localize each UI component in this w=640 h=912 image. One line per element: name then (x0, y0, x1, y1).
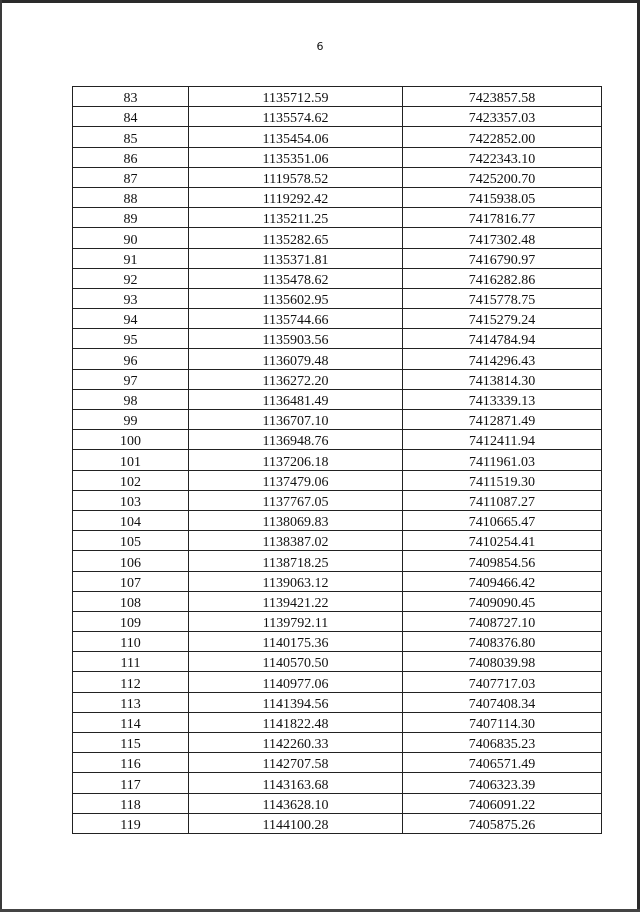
y-coordinate-cell: 7406323.39 (403, 773, 602, 793)
y-coordinate-cell: 7415778.75 (403, 288, 602, 308)
x-coordinate-cell: 1141822.48 (189, 712, 403, 732)
y-coordinate-cell: 7425200.70 (403, 167, 602, 187)
y-coordinate-cell: 7407408.34 (403, 692, 602, 712)
point-number-cell: 94 (73, 309, 189, 329)
y-coordinate-cell: 7415938.05 (403, 187, 602, 207)
table-row (73, 813, 602, 833)
y-coordinate-cell: 7412411.94 (403, 430, 602, 450)
table-row (73, 733, 602, 753)
y-coordinate-cell: 7413814.30 (403, 369, 602, 389)
point-number-cell: 113 (73, 692, 189, 712)
point-number-cell: 90 (73, 228, 189, 248)
table-row (73, 531, 602, 551)
table-row (73, 369, 602, 389)
table-row (73, 450, 602, 470)
point-number-cell: 103 (73, 490, 189, 510)
x-coordinate-cell: 1119578.52 (189, 167, 403, 187)
y-coordinate-cell: 7423857.58 (403, 87, 602, 107)
table-row (73, 268, 602, 288)
y-coordinate-cell: 7422343.10 (403, 147, 602, 167)
y-coordinate-cell: 7422852.00 (403, 127, 602, 147)
page-number: 6 (316, 40, 324, 53)
x-coordinate-cell: 1138069.83 (189, 510, 403, 530)
table-row (73, 410, 602, 430)
y-coordinate-cell: 7416282.86 (403, 268, 602, 288)
point-number-cell: 110 (73, 632, 189, 652)
x-coordinate-cell: 1119292.42 (189, 187, 403, 207)
x-coordinate-cell: 1136948.76 (189, 430, 403, 450)
x-coordinate-cell: 1143163.68 (189, 773, 403, 793)
y-coordinate-cell: 7407114.30 (403, 712, 602, 732)
table-row (73, 470, 602, 490)
point-number-cell: 109 (73, 611, 189, 631)
table-row (73, 551, 602, 571)
y-coordinate-cell: 7406091.22 (403, 793, 602, 813)
point-number-cell: 104 (73, 510, 189, 530)
x-coordinate-cell: 1139792.11 (189, 611, 403, 631)
point-number-cell: 83 (73, 87, 189, 107)
point-number-cell: 93 (73, 288, 189, 308)
y-coordinate-cell: 7417302.48 (403, 228, 602, 248)
x-coordinate-cell: 1140570.50 (189, 652, 403, 672)
x-coordinate-cell: 1143628.10 (189, 793, 403, 813)
x-coordinate-cell: 1135211.25 (189, 208, 403, 228)
coordinates-table (72, 86, 602, 834)
scan-edge-left (0, 0, 2, 912)
y-coordinate-cell: 7412871.49 (403, 410, 602, 430)
x-coordinate-cell: 1135574.62 (189, 107, 403, 127)
y-coordinate-cell: 7423357.03 (403, 107, 602, 127)
point-number-cell: 101 (73, 450, 189, 470)
x-coordinate-cell: 1135744.66 (189, 309, 403, 329)
x-coordinate-cell: 1139421.22 (189, 591, 403, 611)
table-row (73, 712, 602, 732)
point-number-cell: 112 (73, 672, 189, 692)
table-row (73, 430, 602, 450)
coordinates-table-body (73, 87, 602, 834)
point-number-cell: 89 (73, 208, 189, 228)
point-number-cell: 119 (73, 813, 189, 833)
table-row (73, 208, 602, 228)
x-coordinate-cell: 1135371.81 (189, 248, 403, 268)
point-number-cell: 87 (73, 167, 189, 187)
x-coordinate-cell: 1136272.20 (189, 369, 403, 389)
table-row (73, 652, 602, 672)
x-coordinate-cell: 1137767.05 (189, 490, 403, 510)
table-row (73, 773, 602, 793)
y-coordinate-cell: 7417816.77 (403, 208, 602, 228)
y-coordinate-cell: 7411519.30 (403, 470, 602, 490)
point-number-cell: 91 (73, 248, 189, 268)
table-row (73, 632, 602, 652)
y-coordinate-cell: 7416790.97 (403, 248, 602, 268)
y-coordinate-cell: 7408727.10 (403, 611, 602, 631)
table-row (73, 288, 602, 308)
scan-edge-top (0, 0, 640, 3)
table-row (73, 349, 602, 369)
y-coordinate-cell: 7405875.26 (403, 813, 602, 833)
point-number-cell: 95 (73, 329, 189, 349)
x-coordinate-cell: 1135903.56 (189, 329, 403, 349)
table-row (73, 672, 602, 692)
point-number-cell: 86 (73, 147, 189, 167)
point-number-cell: 102 (73, 470, 189, 490)
table-row (73, 389, 602, 409)
x-coordinate-cell: 1135351.06 (189, 147, 403, 167)
y-coordinate-cell: 7409090.45 (403, 591, 602, 611)
x-coordinate-cell: 1139063.12 (189, 571, 403, 591)
x-coordinate-cell: 1136707.10 (189, 410, 403, 430)
y-coordinate-cell: 7415279.24 (403, 309, 602, 329)
table-row (73, 611, 602, 631)
point-number-cell: 88 (73, 187, 189, 207)
x-coordinate-cell: 1135478.62 (189, 268, 403, 288)
point-number-cell: 118 (73, 793, 189, 813)
table-row (73, 87, 602, 107)
table-row (73, 793, 602, 813)
x-coordinate-cell: 1138718.25 (189, 551, 403, 571)
table-row (73, 490, 602, 510)
table-row (73, 187, 602, 207)
point-number-cell: 99 (73, 410, 189, 430)
x-coordinate-cell: 1140175.36 (189, 632, 403, 652)
point-number-cell: 92 (73, 268, 189, 288)
x-coordinate-cell: 1136079.48 (189, 349, 403, 369)
x-coordinate-cell: 1135712.59 (189, 87, 403, 107)
y-coordinate-cell: 7414784.94 (403, 329, 602, 349)
x-coordinate-cell: 1142260.33 (189, 733, 403, 753)
y-coordinate-cell: 7408376.80 (403, 632, 602, 652)
point-number-cell: 96 (73, 349, 189, 369)
point-number-cell: 114 (73, 712, 189, 732)
y-coordinate-cell: 7410665.47 (403, 510, 602, 530)
point-number-cell: 98 (73, 389, 189, 409)
point-number-cell: 106 (73, 551, 189, 571)
point-number-cell: 117 (73, 773, 189, 793)
y-coordinate-cell: 7413339.13 (403, 389, 602, 409)
x-coordinate-cell: 1138387.02 (189, 531, 403, 551)
table-row (73, 510, 602, 530)
x-coordinate-cell: 1136481.49 (189, 389, 403, 409)
y-coordinate-cell: 7409466.42 (403, 571, 602, 591)
point-number-cell: 107 (73, 571, 189, 591)
point-number-cell: 111 (73, 652, 189, 672)
point-number-cell: 115 (73, 733, 189, 753)
y-coordinate-cell: 7409854.56 (403, 551, 602, 571)
point-number-cell: 97 (73, 369, 189, 389)
point-number-cell: 105 (73, 531, 189, 551)
x-coordinate-cell: 1144100.28 (189, 813, 403, 833)
point-number-cell: 85 (73, 127, 189, 147)
x-coordinate-cell: 1135454.06 (189, 127, 403, 147)
table-row (73, 167, 602, 187)
x-coordinate-cell: 1135602.95 (189, 288, 403, 308)
table-row (73, 571, 602, 591)
point-number-cell: 108 (73, 591, 189, 611)
point-number-cell: 84 (73, 107, 189, 127)
table-row (73, 248, 602, 268)
table-row (73, 309, 602, 329)
point-number-cell: 116 (73, 753, 189, 773)
table-row (73, 127, 602, 147)
table-row (73, 692, 602, 712)
table-row (73, 107, 602, 127)
y-coordinate-cell: 7414296.43 (403, 349, 602, 369)
x-coordinate-cell: 1135282.65 (189, 228, 403, 248)
y-coordinate-cell: 7406571.49 (403, 753, 602, 773)
y-coordinate-cell: 7406835.23 (403, 733, 602, 753)
table-row (73, 228, 602, 248)
point-number-cell: 100 (73, 430, 189, 450)
table-row (73, 753, 602, 773)
x-coordinate-cell: 1142707.58 (189, 753, 403, 773)
y-coordinate-cell: 7411087.27 (403, 490, 602, 510)
table-row (73, 329, 602, 349)
y-coordinate-cell: 7411961.03 (403, 450, 602, 470)
x-coordinate-cell: 1137479.06 (189, 470, 403, 490)
x-coordinate-cell: 1137206.18 (189, 450, 403, 470)
x-coordinate-cell: 1140977.06 (189, 672, 403, 692)
y-coordinate-cell: 7410254.41 (403, 531, 602, 551)
table-row (73, 591, 602, 611)
x-coordinate-cell: 1141394.56 (189, 692, 403, 712)
table-row (73, 147, 602, 167)
y-coordinate-cell: 7408039.98 (403, 652, 602, 672)
y-coordinate-cell: 7407717.03 (403, 672, 602, 692)
